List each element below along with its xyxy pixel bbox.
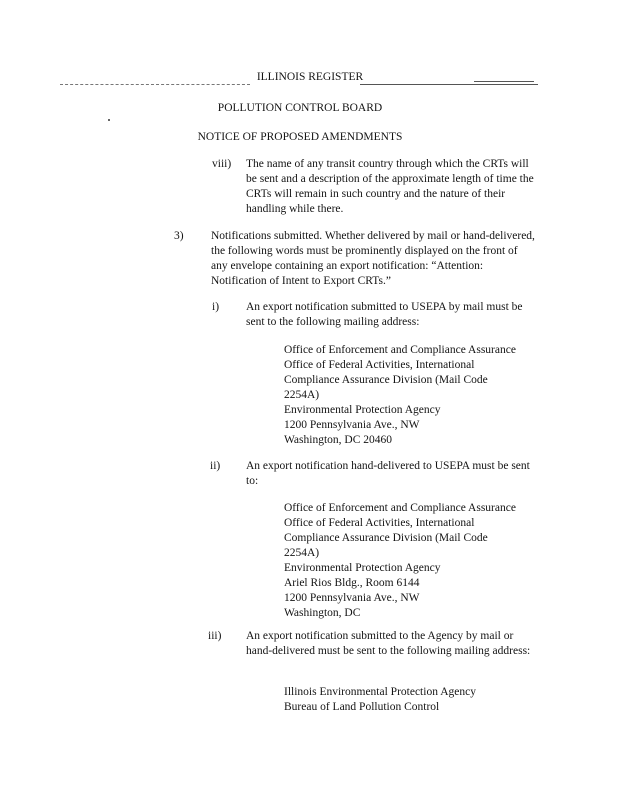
- address-line: Washington, DC: [284, 607, 361, 619]
- item-ii-text: An export notification hand-delivered to USEPA must be sent to:: [246, 460, 530, 487]
- item-viii-marker: viii): [212, 158, 232, 170]
- header-rule-right-accent: [474, 81, 534, 82]
- item-iii-text: An export notification submitted to the Agency by mail or hand-delivered must be sent to the following mailing address:: [246, 630, 531, 657]
- address-line: Washington, DC 20460: [284, 434, 393, 446]
- item-viii-text: The name of any transit country through which the CRTs will be sent and a description of the approximate length of time the CRTs will remain in such country and the nature of their handling while there.: [246, 158, 534, 215]
- item-3-text: Notifications submitted. Whether delivered by mail or hand-delivered, the following words must be prominently displayed on the front of any envelope containing an export notification: “Attention: Notification of Intent to Export CRTs.”: [211, 230, 535, 287]
- address-line: Environmental Protection Agency: [284, 404, 441, 416]
- address-line: Illinois Environmental Protection Agency: [284, 686, 476, 698]
- address-line: 1200 Pennsylvania Ave., NW: [284, 592, 420, 604]
- usepa-hand-delivery-address: [284, 501, 544, 621]
- item-3-marker: 3): [174, 230, 184, 242]
- address-line: Office of Enforcement and Compliance Assurance: [284, 502, 516, 514]
- address-line: Office of Federal Activities, International: [284, 517, 475, 529]
- item-ii-marker: ii): [210, 460, 221, 472]
- address-line: Office of Enforcement and Compliance Assurance: [284, 344, 516, 356]
- address-line: Compliance Assurance Division (Mail Code: [284, 374, 488, 386]
- notice-title: NOTICE OF PROPOSED AMENDMENTS: [197, 131, 403, 143]
- item-i-marker: i): [212, 301, 220, 313]
- usepa-mail-address: [284, 343, 544, 448]
- address-line: Ariel Rios Bldg., Room 6144: [284, 577, 420, 589]
- address-line: 2254A): [284, 389, 320, 401]
- board-title: POLLUTION CONTROL BOARD: [217, 102, 383, 114]
- address-line: Bureau of Land Pollution Control: [284, 701, 440, 713]
- address-line: Office of Federal Activities, International: [284, 359, 475, 371]
- address-line: Compliance Assurance Division (Mail Code: [284, 532, 488, 544]
- address-line: 2254A): [284, 547, 320, 559]
- item-iii-marker: iii): [208, 630, 222, 642]
- item-i-text: An export notification submitted to USEPA by mail must be sent to the following mailing address:: [246, 301, 523, 328]
- address-line: 1200 Pennsylvania Ave., NW: [284, 419, 420, 431]
- scan-speck: [108, 119, 110, 121]
- agency-mail-address: [284, 685, 544, 715]
- address-line: Environmental Protection Agency: [284, 562, 441, 574]
- register-title: ILLINOIS REGISTER: [256, 71, 364, 83]
